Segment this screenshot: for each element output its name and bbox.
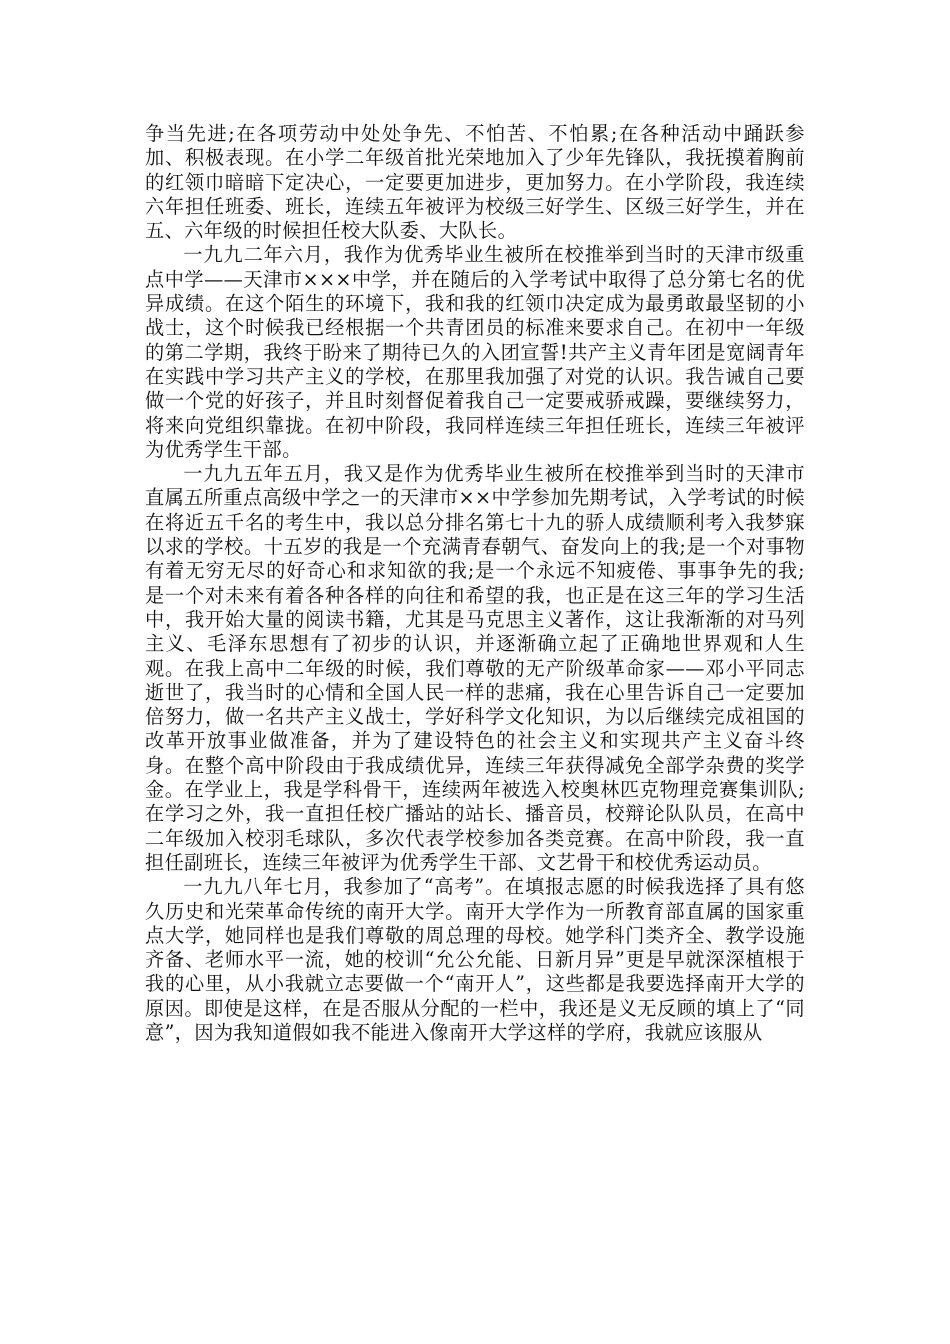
- document-body: [145, 122, 805, 1045]
- paragraph-primary-school: 争当先进;在各项劳动中处处争先、不怕苦、不怕累;在各种活动中踊跃参加、积极表现。在小学二年级首批光荣地加入了少年先锋队，我抚摸着胸前的红领巾暗暗下定决心，一定要更加进步，更加努力。在小学阶段，我连续六年担任班委、班长，连续五年被评为校级三好学生、区级三好学生，并在五、六年级的时候担任校大队委、大队长。: [145, 122, 805, 243]
- paragraph-junior-high: 一九九二年六月，我作为优秀毕业生被所在校推举到当时的天津市级重点中学——天津市×××中学，并在随后的入学考试中取得了总分第七名的优异成绩。在这个陌生的环境下，我和我的红领巾决定成为最勇敢最坚韧的小战士，这个时候我已经根据一个共青团员的标准来要求自己。在初中一年级的第二学期，我终于盼来了期待已久的入团宣誓!共产主义青年团是宽阔青年在实践中学习共产主义的学校，在那里我加强了对党的认识。我告诫自己要做一个党的好孩子，并且时刻督促着我自己一定要戒骄戒躁，要继续努力，将来向党组织靠拢。在初中阶段，我同样连续三年担任班长，连续三年被评为优秀学生干部。: [145, 243, 805, 461]
- paragraph-college-entrance: 一九九八年七月，我参加了“高考”。在填报志愿的时候我选择了具有悠久历史和光荣革命传统的南开大学。南开大学作为一所教育部直属的国家重点大学，她同样也是我们尊敬的周总理的母校。她学科门类齐全、教学设施齐备、老师水平一流，她的校训“允公允能、日新月异”更是早就深深植根于我的心里，从小我就立志要做一个“南开人”，这些都是我要选择南开大学的原因。即使是这样，在是否服从分配的一栏中，我还是义无反顾的填上了“同意”，因为我知道假如我不能进入像南开大学这样的学府，我就应该服从: [145, 875, 805, 1044]
- paragraph-senior-high: 一九九五年五月，我又是作为优秀毕业生被所在校推举到当时的天津市直属五所重点高级中学之一的天津市××中学参加先期考试，入学考试的时候在将近五千名的考生中，我以总分排名第七十九的骄人成绩顺利考入我梦寐以求的学校。十五岁的我是一个充满青春朝气、奋发向上的我;是一个对事物有着无穷无尽的好奇心和求知欲的我;是一个永远不知疲倦、事事争先的我;是一个对未来有着各种各样的向往和希望的我，也正是在这三年的学习生活中，我开始大量的阅读书籍，尤其是马克思主义著作，这让我渐渐的对马列主义、毛泽东思想有了初步的认识，并逐渐确立起了正确地世界观和人生观。在我上高中二年级的时候，我们尊敬的无产阶级革命家——邓小平同志逝世了，我当时的心情和全国人民一样的悲痛，我在心里告诉自己一定要加倍努力，做一名共产主义战士，学好科学文化知识，为以后继续完成祖国的改革开放事业做准备，并为了建设特色的社会主义和实现共产主义奋斗终身。在整个高中阶段由于我成绩优异，连续三年获得减免全部学杂费的奖学金。在学业上，我是学科骨干，连续两年被选入校奥林匹克物理竞赛集训队;在学习之外，我一直担任校广播站的站长、播音员，校辩论队队员，在高中二年级加入校羽毛球队，多次代表学校参加各类竞赛。在高中阶段，我一直担任副班长，连续三年被评为优秀学生干部、文艺骨干和校优秀运动员。: [145, 462, 805, 874]
